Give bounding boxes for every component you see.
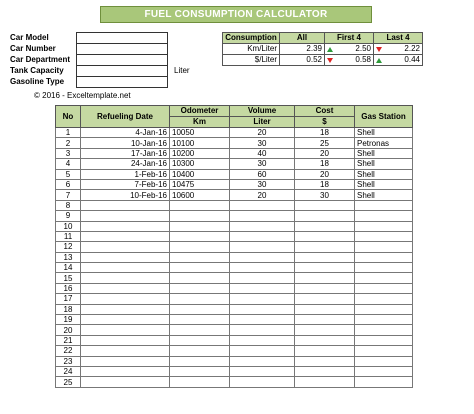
log-cell-no: 16 [56, 283, 81, 293]
consumption-first4[interactable] [325, 55, 374, 66]
consumption-label: Km/Liter [223, 44, 280, 55]
log-cell-cost[interactable] [295, 377, 355, 387]
last4-value: 2.22 [404, 44, 420, 53]
log-cell-odo[interactable] [170, 273, 230, 283]
log-cell-date[interactable] [81, 211, 170, 221]
log-cell-cost[interactable] [295, 211, 355, 221]
log-cell-cost[interactable] [295, 273, 355, 283]
table-row [56, 346, 413, 356]
log-cell-cost[interactable] [295, 231, 355, 241]
log-cell-gas[interactable] [355, 283, 413, 293]
log-cell-no: 23 [56, 356, 81, 366]
log-body [56, 128, 413, 388]
log-cell-gas[interactable] [355, 273, 413, 283]
table-row [56, 159, 413, 169]
log-cell-vol[interactable] [230, 315, 295, 325]
log-cell-gas[interactable]: Shell [355, 159, 413, 169]
log-cell-odo[interactable]: 10600 [170, 190, 230, 200]
log-cell-odo[interactable] [170, 221, 230, 231]
table-row [56, 315, 413, 325]
log-cell-no: 7 [56, 190, 81, 200]
log-cell-vol[interactable] [230, 335, 295, 345]
page-title: FUEL CONSUMPTION CALCULATOR [100, 6, 372, 23]
log-cell-odo[interactable] [170, 283, 230, 293]
consumption-header: Consumption [223, 33, 280, 44]
log-cell-gas[interactable] [355, 377, 413, 387]
log-cell-no: 1 [56, 128, 81, 138]
trend-down-icon [327, 58, 333, 63]
log-cell-no: 15 [56, 273, 81, 283]
log-cell-date[interactable] [81, 356, 170, 366]
header-cost-unit: $ [295, 117, 355, 128]
log-cell-vol[interactable] [230, 304, 295, 314]
table-row [56, 325, 413, 335]
log-cell-cost[interactable]: 18 [295, 159, 355, 169]
info-label: Car Number [10, 44, 56, 53]
log-cell-no: 9 [56, 211, 81, 221]
consumption-header: All [280, 33, 325, 44]
header-gas-station: Gas Station [355, 106, 413, 128]
log-cell-gas[interactable] [355, 211, 413, 221]
log-cell-odo[interactable] [170, 377, 230, 387]
log-cell-gas[interactable] [355, 263, 413, 273]
log-cell-date[interactable]: 7-Feb-16 [81, 179, 170, 189]
table-row [56, 242, 413, 252]
log-cell-no: 6 [56, 179, 81, 189]
log-cell-gas[interactable]: Shell [355, 148, 413, 158]
consumption-all[interactable]: 2.39 [280, 44, 325, 55]
log-cell-vol[interactable]: 30 [230, 138, 295, 148]
log-cell-vol[interactable] [230, 377, 295, 387]
log-cell-date[interactable] [81, 242, 170, 252]
table-row [56, 252, 413, 262]
log-cell-gas[interactable] [355, 200, 413, 210]
log-cell-gas[interactable] [355, 335, 413, 345]
log-cell-no: 5 [56, 169, 81, 179]
log-cell-no: 18 [56, 304, 81, 314]
consumption-header: Last 4 [374, 33, 423, 44]
log-cell-vol[interactable] [230, 200, 295, 210]
log-cell-odo[interactable] [170, 200, 230, 210]
log-cell-cost[interactable]: 18 [295, 128, 355, 138]
log-cell-no: 10 [56, 221, 81, 231]
table-row [56, 366, 413, 376]
log-cell-cost[interactable] [295, 221, 355, 231]
log-cell-no: 11 [56, 231, 81, 241]
log-cell-vol[interactable]: 40 [230, 148, 295, 158]
log-cell-no: 14 [56, 263, 81, 273]
log-cell-date[interactable] [81, 335, 170, 345]
table-row [56, 231, 413, 241]
log-cell-no: 3 [56, 148, 81, 158]
log-cell-gas[interactable] [355, 242, 413, 252]
table-row [56, 294, 413, 304]
log-cell-vol[interactable] [230, 242, 295, 252]
log-cell-vol[interactable]: 20 [230, 128, 295, 138]
log-cell-cost[interactable] [295, 252, 355, 262]
log-cell-date[interactable] [81, 377, 170, 387]
log-cell-odo[interactable] [170, 335, 230, 345]
log-cell-cost[interactable] [295, 263, 355, 273]
log-cell-odo[interactable]: 10300 [170, 159, 230, 169]
info-label: Car Model [10, 33, 49, 42]
log-cell-no: 2 [56, 138, 81, 148]
log-cell-no: 8 [56, 200, 81, 210]
header-refueling-date: Refueling Date [81, 106, 170, 128]
header-odometer: Odometer [170, 106, 230, 117]
log-cell-vol[interactable]: 20 [230, 190, 295, 200]
consumption-row-km-liter [223, 44, 423, 55]
log-cell-odo[interactable] [170, 252, 230, 262]
table-row [56, 304, 413, 314]
log-cell-gas[interactable] [355, 221, 413, 231]
header-cost: Cost [295, 106, 355, 117]
log-cell-date[interactable]: 4-Jan-16 [81, 128, 170, 138]
log-cell-vol[interactable] [230, 294, 295, 304]
log-cell-gas[interactable] [355, 315, 413, 325]
log-cell-date[interactable] [81, 273, 170, 283]
log-cell-vol[interactable] [230, 273, 295, 283]
log-cell-date[interactable] [81, 252, 170, 262]
consumption-first4[interactable] [325, 44, 374, 55]
table-row [56, 128, 413, 138]
log-cell-gas[interactable]: Shell [355, 179, 413, 189]
table-row [56, 356, 413, 366]
consumption-all[interactable]: 0.52 [280, 55, 325, 66]
log-cell-date[interactable] [81, 304, 170, 314]
log-cell-cost[interactable] [295, 366, 355, 376]
log-cell-date[interactable] [81, 200, 170, 210]
log-cell-gas[interactable]: Petronas [355, 138, 413, 148]
gasoline-type-field[interactable] [76, 76, 168, 88]
first4-value: 2.50 [355, 44, 371, 53]
log-cell-odo[interactable]: 10400 [170, 169, 230, 179]
log-cell-cost[interactable] [295, 335, 355, 345]
log-cell-gas[interactable]: Shell [355, 190, 413, 200]
log-cell-odo[interactable] [170, 315, 230, 325]
table-row [56, 148, 413, 158]
table-row [56, 169, 413, 179]
log-cell-vol[interactable]: 60 [230, 169, 295, 179]
log-cell-vol[interactable] [230, 263, 295, 273]
table-row [56, 221, 413, 231]
log-cell-odo[interactable]: 10475 [170, 179, 230, 189]
log-cell-vol[interactable] [230, 283, 295, 293]
table-row [56, 190, 413, 200]
consumption-last4[interactable] [374, 44, 423, 55]
log-cell-gas[interactable] [355, 366, 413, 376]
log-cell-cost[interactable] [295, 356, 355, 366]
log-cell-gas[interactable] [355, 346, 413, 356]
log-cell-cost[interactable]: 20 [295, 169, 355, 179]
log-cell-no: 22 [56, 346, 81, 356]
trend-up-icon [327, 47, 333, 52]
log-cell-date[interactable] [81, 263, 170, 273]
consumption-header-row [223, 33, 423, 44]
log-cell-odo[interactable] [170, 242, 230, 252]
tank-capacity-unit: Liter [174, 66, 190, 75]
log-cell-odo[interactable] [170, 263, 230, 273]
log-cell-no: 17 [56, 294, 81, 304]
table-row [56, 211, 413, 221]
table-row [56, 273, 413, 283]
log-cell-date[interactable] [81, 366, 170, 376]
log-cell-cost[interactable]: 30 [295, 190, 355, 200]
log-cell-date[interactable]: 24-Jan-16 [81, 159, 170, 169]
log-cell-gas[interactable] [355, 252, 413, 262]
consumption-last4[interactable] [374, 55, 423, 66]
log-cell-date[interactable] [81, 283, 170, 293]
log-cell-odo[interactable] [170, 211, 230, 221]
table-row [56, 377, 413, 387]
log-cell-gas[interactable] [355, 231, 413, 241]
log-cell-date[interactable] [81, 325, 170, 335]
consumption-summary-table [222, 32, 423, 66]
log-cell-no: 21 [56, 335, 81, 345]
log-cell-no: 24 [56, 366, 81, 376]
table-row [56, 335, 413, 345]
header-volume: Volume [230, 106, 295, 117]
log-cell-gas[interactable]: Shell [355, 128, 413, 138]
first4-value: 0.58 [355, 55, 371, 64]
consumption-label: $/Liter [223, 55, 280, 66]
log-cell-date[interactable]: 17-Jan-16 [81, 148, 170, 158]
log-cell-date[interactable]: 1-Feb-16 [81, 169, 170, 179]
header-odometer-unit: Km [170, 117, 230, 128]
log-cell-cost[interactable] [295, 325, 355, 335]
log-cell-cost[interactable]: 20 [295, 148, 355, 158]
log-cell-odo[interactable]: 10100 [170, 138, 230, 148]
log-cell-cost[interactable] [295, 304, 355, 314]
trend-up-icon [376, 58, 382, 63]
log-cell-cost[interactable] [295, 242, 355, 252]
log-cell-cost[interactable]: 25 [295, 138, 355, 148]
consumption-row-dollar-liter [223, 55, 423, 66]
copyright-text: © 2016 - Exceltemplate.net [34, 91, 131, 100]
header-volume-unit: Liter [230, 117, 295, 128]
log-cell-odo[interactable] [170, 294, 230, 304]
log-cell-odo[interactable] [170, 356, 230, 366]
log-cell-no: 25 [56, 377, 81, 387]
log-cell-date[interactable]: 10-Feb-16 [81, 190, 170, 200]
log-cell-vol[interactable] [230, 325, 295, 335]
log-cell-vol[interactable] [230, 221, 295, 231]
last4-value: 0.44 [404, 55, 420, 64]
table-row [56, 263, 413, 273]
log-cell-odo[interactable]: 10200 [170, 148, 230, 158]
log-cell-cost[interactable] [295, 294, 355, 304]
log-cell-odo[interactable] [170, 325, 230, 335]
log-cell-cost[interactable] [295, 200, 355, 210]
trend-down-icon [376, 47, 382, 52]
log-cell-odo[interactable] [170, 231, 230, 241]
log-cell-date[interactable] [81, 346, 170, 356]
table-row [56, 283, 413, 293]
info-label: Gasoline Type [10, 77, 65, 86]
log-cell-vol[interactable] [230, 211, 295, 221]
log-cell-cost[interactable]: 18 [295, 179, 355, 189]
log-cell-cost[interactable] [295, 346, 355, 356]
log-cell-vol[interactable]: 30 [230, 159, 295, 169]
log-cell-no: 12 [56, 242, 81, 252]
log-cell-odo[interactable] [170, 366, 230, 376]
log-cell-no: 20 [56, 325, 81, 335]
log-cell-odo[interactable] [170, 304, 230, 314]
table-row [56, 179, 413, 189]
refueling-log-table [55, 105, 413, 388]
log-cell-cost[interactable] [295, 315, 355, 325]
log-cell-date[interactable] [81, 221, 170, 231]
log-header-row [56, 106, 413, 117]
log-cell-gas[interactable] [355, 356, 413, 366]
log-cell-date[interactable] [81, 315, 170, 325]
log-cell-odo[interactable] [170, 346, 230, 356]
log-cell-vol[interactable]: 30 [230, 179, 295, 189]
log-cell-gas[interactable] [355, 325, 413, 335]
log-cell-vol[interactable] [230, 252, 295, 262]
log-cell-vol[interactable] [230, 366, 295, 376]
table-row [56, 200, 413, 210]
log-cell-no: 13 [56, 252, 81, 262]
log-cell-vol[interactable] [230, 346, 295, 356]
log-cell-no: 4 [56, 159, 81, 169]
log-cell-gas[interactable]: Shell [355, 169, 413, 179]
log-cell-gas[interactable] [355, 304, 413, 314]
consumption-header: First 4 [325, 33, 374, 44]
log-cell-cost[interactable] [295, 283, 355, 293]
header-no: No [56, 106, 81, 128]
log-cell-gas[interactable] [355, 294, 413, 304]
table-row [56, 138, 413, 148]
log-cell-odo[interactable]: 10050 [170, 128, 230, 138]
info-label: Tank Capacity [10, 66, 64, 75]
log-cell-vol[interactable] [230, 231, 295, 241]
log-cell-no: 19 [56, 315, 81, 325]
log-cell-date[interactable] [81, 231, 170, 241]
log-cell-vol[interactable] [230, 356, 295, 366]
log-cell-date[interactable] [81, 294, 170, 304]
info-label: Car Department [10, 55, 71, 64]
log-cell-date[interactable]: 10-Jan-16 [81, 138, 170, 148]
